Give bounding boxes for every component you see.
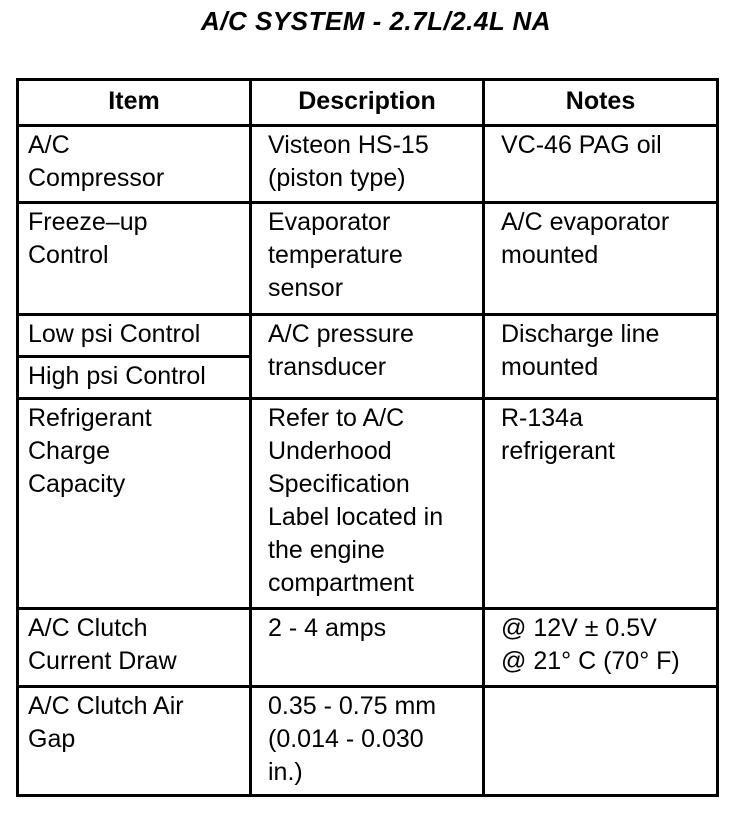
table-row	[18, 609, 718, 687]
cell-description: A/C pressure transducer	[251, 315, 484, 399]
cell-notes: A/C evaporator mounted	[484, 203, 718, 315]
cell-item: High psi Control	[18, 357, 251, 399]
ac-system-spec-table	[16, 78, 719, 797]
cell-item: A/C Clutch Current Draw	[18, 609, 251, 687]
header-description: Description	[251, 80, 484, 126]
cell-item: Low psi Control	[18, 315, 251, 357]
cell-description: Visteon HS-15 (piston type)	[251, 126, 484, 203]
cell-description: 0.35 - 0.75 mm (0.014 - 0.030 in.)	[251, 687, 484, 796]
table-row	[18, 399, 718, 609]
cell-item: A/C Clutch Air Gap	[18, 687, 251, 796]
cell-description: 2 - 4 amps	[251, 609, 484, 687]
cell-item: A/C Compressor	[18, 126, 251, 203]
cell-description: Evaporator temperature sensor	[251, 203, 484, 315]
cell-description: Refer to A/C Underhood Specification Label located in the engine compartment	[251, 399, 484, 609]
table-row	[18, 203, 718, 315]
cell-notes	[484, 687, 718, 796]
cell-notes: R-134a refrigerant	[484, 399, 718, 609]
cell-notes: Discharge line mounted	[484, 315, 718, 399]
cell-notes: VC-46 PAG oil	[484, 126, 718, 203]
table-row	[18, 126, 718, 203]
page-title: A/C SYSTEM - 2.7L/2.4L NA	[200, 6, 552, 36]
table-row	[18, 315, 718, 357]
header-item: Item	[18, 80, 251, 126]
header-notes: Notes	[484, 80, 718, 126]
cell-notes: @ 12V ± 0.5V @ 21° C (70° F)	[484, 609, 718, 687]
cell-item: Refrigerant Charge Capacity	[18, 399, 251, 609]
table-row	[18, 687, 718, 796]
table-header-row	[18, 80, 718, 126]
cell-item: Freeze–up Control	[18, 203, 251, 315]
